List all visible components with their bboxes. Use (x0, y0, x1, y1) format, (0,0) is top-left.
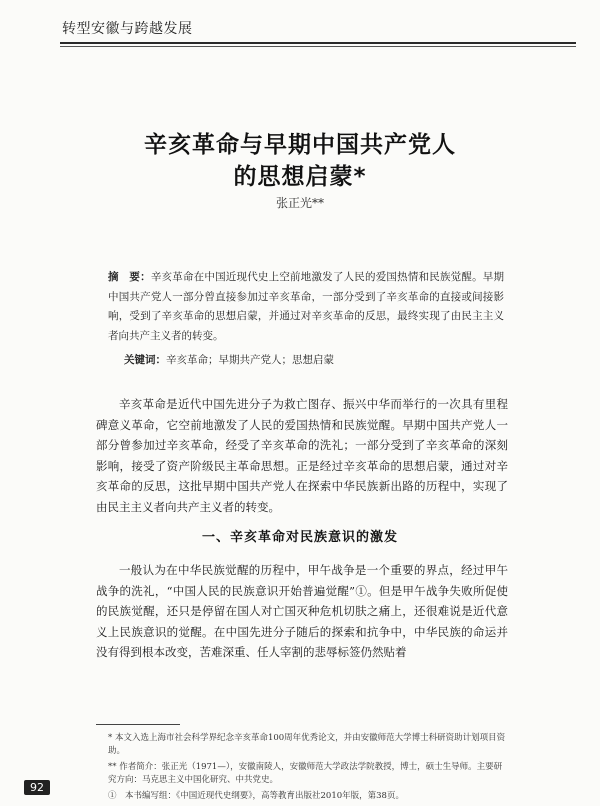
abstract (108, 268, 504, 346)
footnotes (108, 732, 508, 806)
keywords (124, 352, 504, 367)
abstract-text: 辛亥革命在中国近现代史上空前地激发了人民的爱国热情和民族觉醒。早期中国共产党人一部分曾直接参加过辛亥革命，一部分受到了辛亥革命的直接或间接影响，受到了辛亥革命的思想启蒙，并通过对辛亥革命的反思，最终实现了由民主主义者向共产主义者的转变。 (108, 271, 505, 342)
abstract-label: 摘 要： (108, 271, 151, 283)
footnote-3: ① 本书编写组：《中国近现代史纲要》，高等教育出版社2010年版，第38页。 (108, 791, 404, 801)
header-rule (60, 42, 576, 44)
footnote-2: ** 作者简介：张正光（1971—），安徽南陵人，安徽师范大学政法学院教授，博士，硕士生导师。主要研究方向：马克思主义中国化研究、中共党史。 (108, 762, 503, 785)
header-rule-thin (60, 46, 576, 47)
running-head: 转型安徽与跨越发展 (62, 21, 193, 37)
footnote-rule (96, 724, 180, 725)
page-number: 92 (24, 780, 50, 795)
keywords-label: 关键词： (124, 354, 166, 366)
article-title-line-2: 的思想启蒙* (233, 164, 367, 190)
keywords-text: 辛亥革命；早期共产党人；思想启蒙 (166, 354, 334, 366)
section-heading: 一、辛亥革命对民族意识的激发 (201, 530, 398, 545)
author-name: 张正光** (275, 196, 324, 210)
section-paragraph: 一般认为在中华民族觉醒的历程中，甲午战争是一个重要的界点，经过甲午战争的洗礼，“中国人民的民族意识开始普遍觉醒”①。但是甲午战争失败所促使的民族觉醒，还只是停留在国人对亡国灭种危机切肤之痛上，还很难说是近代意义上民族意识的觉醒。在中国先进分子随后的探索和抗争中，中华民族的命运并没有得到根本改变，苦难深重、任人宰割的悲辱标签仍然贴着 (96, 563, 508, 659)
footnote-1: * 本文入选上海市社会科学界纪念辛亥革命100周年优秀论文，并由安徽师范大学博士科研资助计划项目资助。 (108, 733, 506, 756)
article-title-line-1: 辛亥革命与早期中国共产党人 (144, 132, 456, 158)
intro-paragraph: 辛亥革命是近代中国先进分子为救亡图存、振兴中华而举行的一次具有里程碑意义革命，它空前地激发了人民的爱国热情和民族觉醒。早期中国共产党人一部分曾参加过辛亥革命，经受了辛亥革命的洗礼；一部分受到了辛亥革命的深刻影响，接受了资产阶级民主革命思想。正是经过辛亥革命的思想启蒙，通过对辛亥革命的反思，这批早期中国共产党人在探索中华民族新出路的历程中，实现了由民主主义者向共产主义者的转变。 (96, 397, 508, 514)
